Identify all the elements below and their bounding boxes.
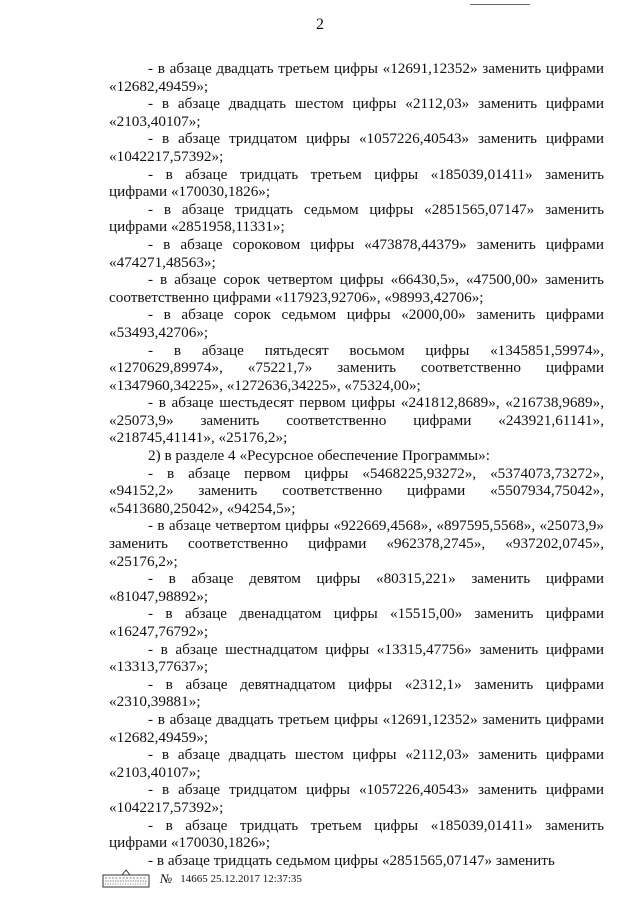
- paragraph: - в абзаце двадцать третьем цифры «12691,12352» заменить цифрами «12682,49459»;: [109, 60, 604, 95]
- section-heading: 2) в разделе 4 «Ресурсное обеспечение Программы»:: [148, 447, 490, 465]
- paragraph: - в абзаце сорок седьмом цифры «2000,00» заменить цифрами «53493,42706»;: [109, 306, 604, 341]
- paragraph: - в абзаце двадцать шестом цифры «2112,03» заменить цифрами «2103,40107»;: [109, 746, 604, 781]
- document-body: [109, 60, 604, 869]
- paragraph: - в абзаце девятом цифры «80315,221» заменить цифрами «81047,98892»;: [109, 570, 604, 605]
- paragraph: - в абзаце шестнадцатом цифры «13315,47756» заменить цифрами «13313,77637»;: [109, 640, 604, 676]
- registration-number: 14665 25.12.2017 12:37:35: [180, 873, 302, 885]
- paragraph: - в абзаце двадцать третьем цифры «12691,12352» заменить цифрами «12682,49459»;: [109, 710, 604, 746]
- paragraph: - в абзаце сороковом цифры «473878,44379» заменить цифрами «474271,48563»;: [109, 235, 604, 271]
- paragraph: - в абзаце тридцать седьмом цифры «2851565,07147» заменить цифрами «2851958,11331»;: [109, 200, 604, 236]
- paragraph: - в абзаце четвертом цифры «922669,4568», «897595,5568», «25073,9» заменить соответственно цифрами «962378,2745», «937202,0745», «25176,2»;: [109, 517, 604, 570]
- registration-footer: [102, 868, 302, 890]
- paragraph: - в абзаце тридцатом цифры «1057226,40543» заменить цифрами «1042217,57392»;: [109, 130, 604, 165]
- number-sign: №: [160, 871, 173, 886]
- paragraph: - в абзаце двадцать шестом цифры «2112,03» заменить цифрами «2103,40107»;: [109, 95, 604, 130]
- paragraph: - в абзаце тридцатом цифры «1057226,40543» заменить цифрами «1042217,57392»;: [109, 781, 604, 816]
- paragraph: - в абзаце первом цифры «5468225,93272», «5374073,73272», «94152,2» заменить соответственно цифрами «5507934,75042», «5413680,25042», «94254,5»;: [109, 464, 604, 517]
- paragraph: - в абзаце девятнадцатом цифры «2312,1» заменить цифрами «2310,39881»;: [109, 675, 604, 711]
- paragraph: - в абзаце двенадцатом цифры «15515,00» заменить цифрами «16247,76792»;: [109, 605, 604, 640]
- paragraph: - в абзаце сорок четвертом цифры «66430,5», «47500,00» заменить соответственно цифрами «117923,92706», «98993,42706»;: [109, 271, 604, 306]
- paragraph: - в абзаце пятьдесят восьмом цифры «1345851,59974», «1270629,89974», «75221,7» заменить соответственно цифрами «1347960,34225», «1272636,34225», «75324,00»;: [109, 341, 604, 394]
- scan-artifact: [470, 4, 530, 5]
- office-stamp-icon: [102, 868, 152, 890]
- paragraph: - в абзаце тридцать третьем цифры «185039,01411» заменить цифрами «170030,1826»;: [109, 165, 604, 201]
- paragraph: - в абзаце тридцать третьем цифры «185039,01411» заменить цифрами «170030,1826»;: [109, 816, 604, 852]
- paragraph: - в абзаце шестьдесят первом цифры «241812,8689», «216738,9689», «25073,9» заменить соответственно цифрами «243921,61141», «218745,41141», «25176,2»;: [109, 394, 604, 447]
- page-number: 2: [316, 16, 324, 33]
- paragraph: - в абзаце тридцать седьмом цифры «2851565,07147» заменить: [148, 851, 555, 869]
